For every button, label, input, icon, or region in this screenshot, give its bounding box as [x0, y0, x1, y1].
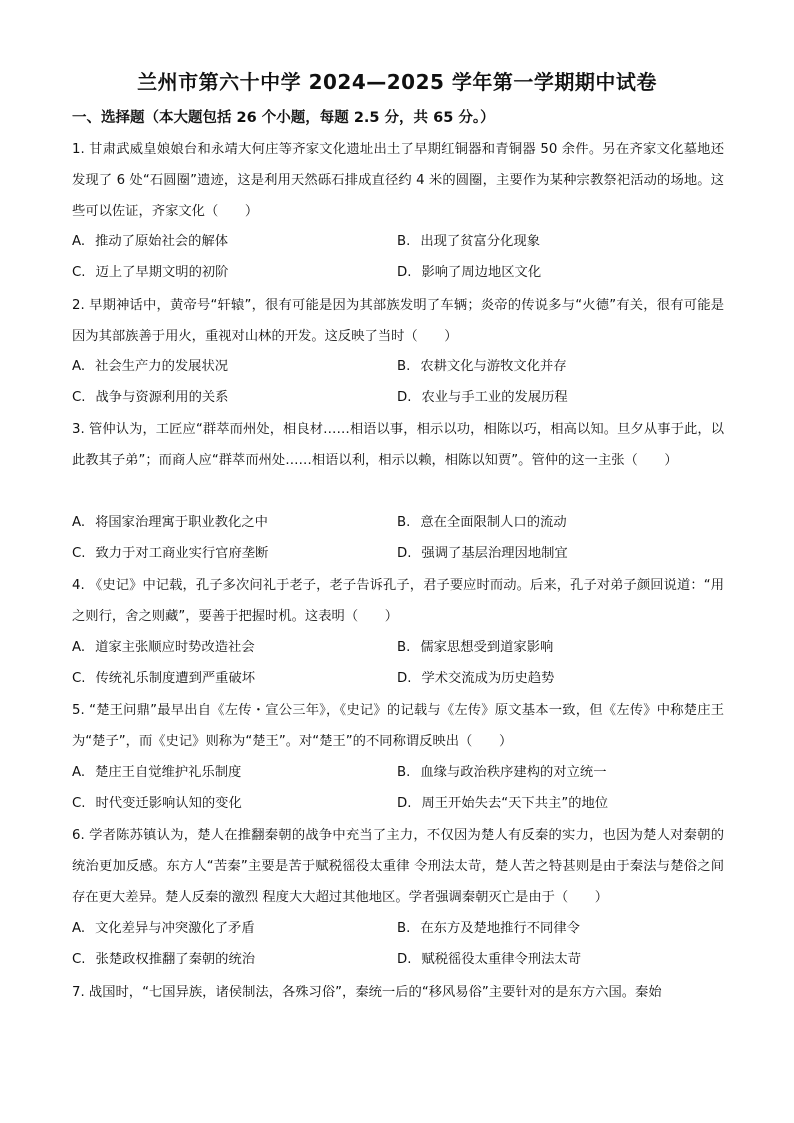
- question-1-stem: 1. 甘肃武威皇娘娘台和永靖大何庄等齐家文化遗址出土了早期红铜器和青铜器 50 余件。另在齐家文化墓地还发现了 6 处“石圆圈”遗迹，这是利用天然砾石排成直径约 4 米的圆圈，主要作为某种宗教祭祀活动的场地。这些可以佐证，齐家文化（ ）: [72, 142, 724, 219]
- question-3-option-c[interactable]: C. 致力于对工商业实行官府垄断: [72, 546, 269, 561]
- exam-title: 兰州市第六十中学 2024—2025 学年第一学期期中试卷: [137, 70, 657, 94]
- question-4-option-b[interactable]: B. 儒家思想受到道家影响: [397, 640, 554, 655]
- question-5-option-b[interactable]: B. 血缘与政治秩序建构的对立统一: [397, 765, 607, 780]
- question-1-option-c[interactable]: C. 迈上了早期文明的初阶: [72, 265, 229, 280]
- question-7-stem: 7. 战国时，“七国异族，诸侯制法，各殊习俗”，秦统一后的“移风易俗”主要针对的是东方六国。秦始: [72, 985, 662, 1000]
- question-5-option-c[interactable]: C. 时代变迁影响认知的变化: [72, 796, 242, 811]
- question-4-option-d[interactable]: D. 学术交流成为历史趋势: [397, 671, 555, 686]
- question-4-option-c[interactable]: C. 传统礼乐制度遭到严重破坏: [72, 671, 256, 686]
- question-2-option-b[interactable]: B. 农耕文化与游牧文化并存: [397, 359, 567, 374]
- section-heading: 一、选择题（本大题包括 26 个小题，每题 2.5 分，共 65 分。）: [72, 110, 495, 126]
- question-6-option-d[interactable]: D. 赋税徭役太重律令刑法太苛: [397, 952, 582, 967]
- question-4-stem: 4. 《史记》中记载，孔子多次问礼于老子，老子告诉孔子，君子要应时而动。后来，孔子对弟子颜回说道：“用之则行，舍之则藏”，要善于把握时机。这表明（ ）: [72, 578, 724, 624]
- question-6-option-c[interactable]: C. 张楚政权推翻了秦朝的统治: [72, 952, 256, 967]
- question-2-option-c[interactable]: C. 战争与资源利用的关系: [72, 390, 229, 405]
- question-3-option-a[interactable]: A. 将国家治理寓于职业教化之中: [72, 515, 268, 530]
- question-6-option-b[interactable]: B. 在东方及楚地推行不同律令: [397, 921, 580, 936]
- question-2-stem: 2. 早期神话中，黄帝号“轩辕”，很有可能是因为其部族发明了车辆；炎帝的传说多与“火德”有关，很有可能是因为其部族善于用火，重视对山林的开发。这反映了当时（ ）: [72, 298, 724, 344]
- question-3-option-d[interactable]: D. 强调了基层治理因地制宜: [397, 546, 568, 561]
- question-5-option-d[interactable]: D. 周王开始失去“天下共主”的地位: [397, 796, 609, 811]
- question-2-option-a[interactable]: A. 社会生产力的发展状况: [72, 359, 229, 374]
- question-4-option-a[interactable]: A. 道家主张顺应时势改造社会: [72, 640, 255, 655]
- question-1-option-d[interactable]: D. 影响了周边地区文化: [397, 265, 542, 280]
- question-2-option-d[interactable]: D. 农业与手工业的发展历程: [397, 390, 568, 405]
- question-6-stem: 6. 学者陈苏镇认为，楚人在推翻秦朝的战争中充当了主力，不仅因为楚人有反秦的实力，也因为楚人对秦朝的统治更加反感。东方人“苦秦”主要是苦于赋税徭役太重律 令刑法太苛，楚人苦之特甚则是由于秦法与楚俗之间存在更大差异。楚人反秦的激烈 程度大大超过其他地区。学者强调秦朝灭亡是由于（ ）: [72, 828, 724, 905]
- question-1-option-b[interactable]: B. 出现了贫富分化现象: [397, 234, 541, 249]
- question-3-option-b[interactable]: B. 意在全面限制人口的流动: [397, 515, 567, 530]
- question-5-stem: 5. “楚王问鼎”最早出自《左传・宣公三年》，《史记》的记载与《左传》原文基本一致，但《左传》中称楚庄王为“楚子”，而《史记》则称为“楚王”。对“楚王”的不同称谓反映出（ ）: [72, 703, 724, 749]
- question-3-stem: 3. 管仲认为，工匠应“群萃而州处，相良材……相语以事，相示以功，相陈以巧，相高以知。旦夕从事于此，以此教其子弟”；而商人应“群萃而州处……相语以利，相示以赖，相陈以知贾”。管仲的这一主张（ ）: [72, 422, 724, 468]
- question-6-option-a[interactable]: A. 文化差异与冲突激化了矛盾: [72, 921, 255, 936]
- question-1-option-a[interactable]: A. 推动了原始社会的解体: [72, 234, 229, 249]
- question-5-option-a[interactable]: A. 楚庄王自觉维护礼乐制度: [72, 765, 242, 780]
